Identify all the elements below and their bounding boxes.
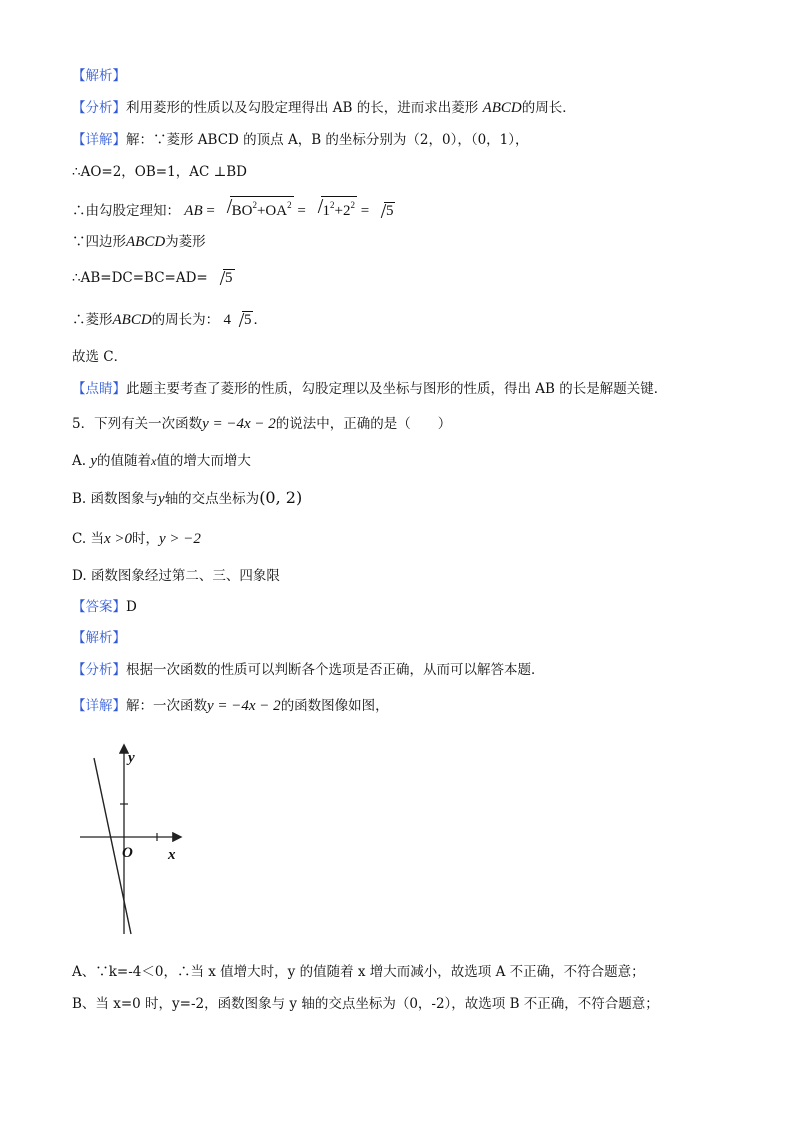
graph-origin-label: O [122,845,133,861]
line-rhombus [72,232,206,252]
analysis-tag: 【分析】 [72,100,126,116]
pyth-equation: AB = $BO^2+OA^2 = 1^2+2^2 = 5$ [184,203,395,219]
option-b-text: 函数图象与 [90,491,159,507]
answer-tag: 【答案】 [72,599,126,615]
detail-1 [72,130,529,150]
q5-prefix: 5．下列有关一次函数 [72,416,203,432]
pyth-two: 2 [343,203,351,219]
detail-tag-2: 【详解】 [72,698,126,714]
answer-value: D [126,599,137,615]
analysis-text: 利用菱形的性质以及勾股定理得出 AB 的长，进而求出菱形 [126,100,479,116]
perimeter-end: ． [253,312,267,328]
option-b-point: (0, 2) [259,488,303,507]
detail-tag: 【详解】 [72,132,126,148]
perimeter-five: 5 [243,312,252,328]
option-a-mid: 的值随着 [97,453,152,469]
option-d [72,566,280,586]
option-b-tail: 轴的交点坐标为 [164,491,260,507]
choose-c: 故选 C． [72,349,128,365]
graph-y-label: y [128,750,135,766]
pyth-one: 1 [322,203,331,219]
explain-a: A、∵k=-4＜0，∴当 x 值增大时，y 的值随着 x 增大而减小，故选项 A 不正确，不符合题意； [72,964,645,980]
comment-tag: 【点睛】 [72,381,126,397]
perimeter-prefix: ∴菱形 [72,312,113,328]
analysis-tail: 的周长． [521,100,576,116]
sqrt-5 [375,201,396,221]
rhombus-abcd: ABCD [126,234,166,250]
answer-line [72,597,137,617]
question-5-stem [72,414,451,434]
detail-function: y = −4x − 2 [207,698,281,714]
option-b [72,488,302,509]
equal-five: 5 [225,270,233,286]
option-a-y: y [90,453,98,469]
option-c-mid: 时， [131,531,159,547]
abcd-math: ABCD [482,100,522,116]
equal-sqrt-5 [214,268,235,288]
detail-2 [72,696,389,716]
option-c-label: C. [72,531,87,547]
perimeter-abcd: ABCD [112,312,152,328]
sqrt-bo-oa: $BO^2+OA^2$ [221,196,294,221]
pyth-exp-1: 2 [252,200,257,210]
option-a-tail: 值的增大而增大 [156,453,251,469]
perimeter-mid: 的周长为： [151,312,220,328]
perimeter-sqrt-5 [233,310,254,330]
detail-prefix-2: 解：一次函数 [126,698,207,714]
q5-suffix: 的说法中，正确的是（ ） [275,416,452,432]
option-d-label: D. [72,568,87,584]
option-a-x: x [151,454,157,468]
explain-b: B、当 x=0 时，y=-2，函数图象与 y 轴的交点坐标为（0，-2），故选项 B 不正确，不符合题意； [72,996,659,1012]
perimeter-four: 4 [223,312,231,328]
pyth-exp-4: 2 [350,200,356,210]
analysis-2 [72,660,545,680]
pyth-prefix: ∴由勾股定理知： [72,203,180,219]
analysis-tag-2: 【分析】 [72,662,126,678]
pyth-eq: = [206,203,215,219]
line-equal-sides [72,268,235,288]
pyth-exp-2: 2 [287,200,292,210]
option-c [72,529,201,549]
detail-suffix-2: 的函数图像如图， [280,698,389,714]
option-a-label: A. [72,453,87,469]
comment-text: 此题主要考查了菱形的性质，勾股定理以及坐标与图形的性质，得出 AB 的长是解题关键． [126,381,668,397]
option-a [72,451,251,471]
function-graph [70,738,200,943]
option-c-text: 当 [90,531,104,547]
pyth-five: 5 [385,203,394,219]
pyth-oa: OA [265,203,288,219]
equal-prefix: ∴AB=DC=BC=AD= [72,270,208,286]
rhombus-prefix: ∵四边形 [72,234,126,250]
pyth-exp-3: 2 [330,200,335,210]
detail-text: 解：∵菱形 ABCD 的顶点 A，B 的坐标分别为（2，0），（0，1）， [126,132,529,148]
analysis-text-2: 根据一次函数的性质可以判断各个选项是否正确，从而可以解答本题． [126,662,545,678]
analysis-1 [72,98,576,118]
line-pythagoras [72,196,395,221]
option-b-label: B. [72,491,87,507]
option-c-res: y > −2 [158,531,201,547]
comment-1 [72,379,667,399]
line-ao-ob: ∴AO=2，OB=1，AC ⊥BD [72,164,248,180]
q5-function: y = −4x − 2 [202,416,276,432]
option-b-y: y [158,491,165,507]
pyth-ab: AB [184,203,203,219]
option-d-text: 函数图象经过第二、三、四象限 [90,568,280,584]
analysis-header-2: 【解析】 [72,630,126,646]
analysis-header-1: 【解析】 [72,68,126,84]
option-c-cond: x >0 [103,531,132,547]
sqrt-1-2: $1^2+2^2$ [312,196,357,221]
pyth-bo: BO [231,203,253,219]
graph-x-label: x [168,847,176,863]
line-perimeter [72,310,267,330]
rhombus-suffix: 为菱形 [165,234,206,250]
